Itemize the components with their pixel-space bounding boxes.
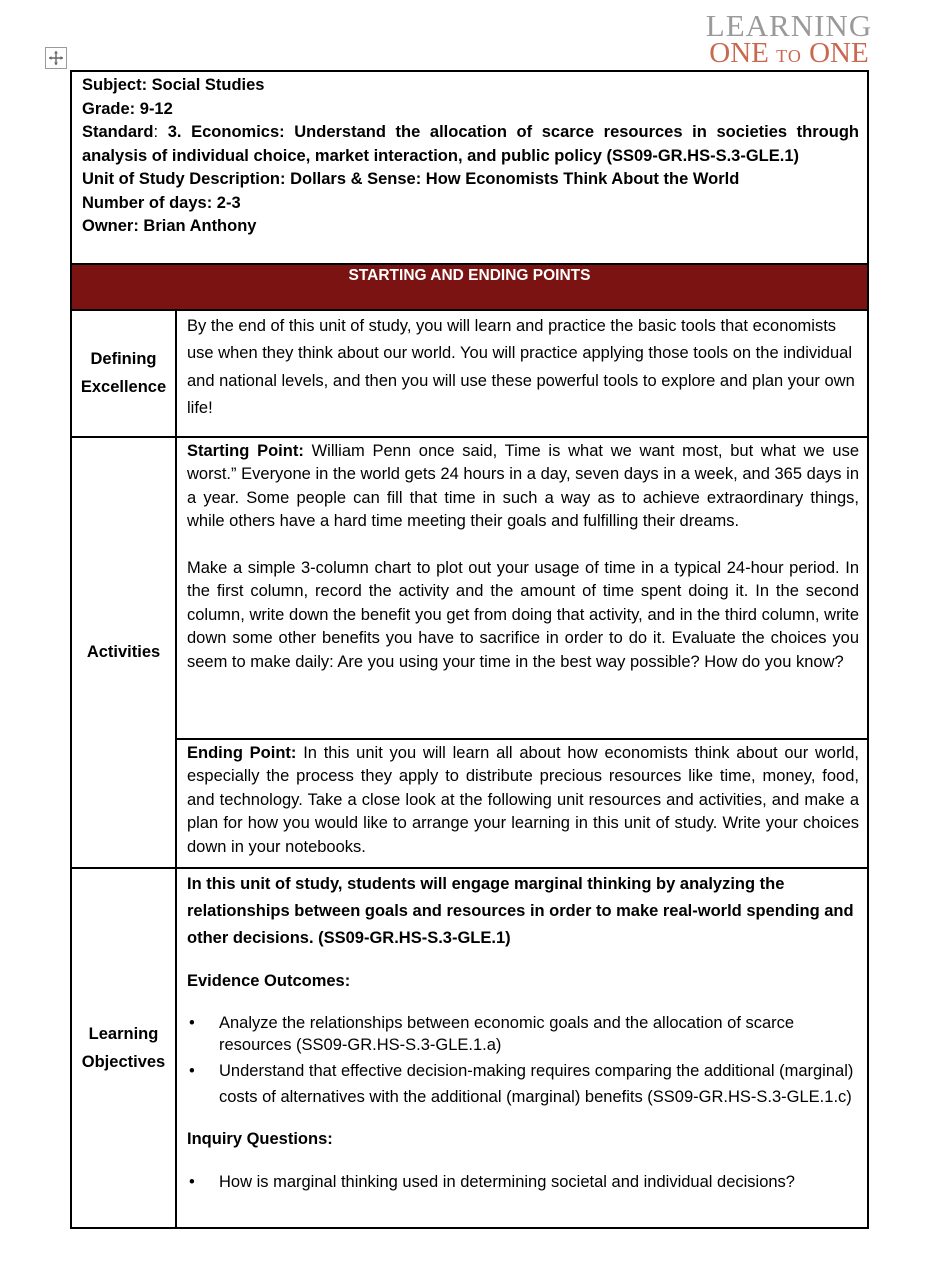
defining-excellence-text: By the end of this unit of study, you will learn and practice the basic tools that economists use when they think about our world. You will practice applying those tools on the individual and national levels, and then you will use these powerful tools to explore and plan your own life! (187, 316, 855, 417)
table-row (71, 310, 868, 437)
list-item: • Analyze the relationships between economic goals and the allocation of scarce resources (SS09-GR.HS-S.3-GLE.1.a) (219, 1012, 859, 1056)
table-row (71, 739, 868, 869)
learning-one-to-one-logo (693, 10, 885, 68)
learning-objectives-intro: In this unit of study, students will engage marginal thinking by analyzing the relationships between goals and resources in order to make real-world spending and other decisions. (SS09-GR.HS-S.3-GLE.1) (187, 875, 854, 947)
defining-excellence-label: Defining Excellence (71, 310, 176, 437)
activities-label: Activities (71, 437, 176, 869)
learning-objectives-label: Learning Objectives (71, 868, 176, 1228)
subject-line: Subject: Social Studies (82, 76, 265, 94)
defining-excellence-content (176, 310, 868, 437)
table-row (71, 868, 868, 1228)
ending-point-text: Ending Point: In this unit you will learn all about how economists think about our world, especially the process they apply to distribute precious resources like time, money, food, and technology. Take a close look at the following unit resources and activities, and make a plan for how you would like to arrange your learning in this unit of study. Write your choices down in your notebooks. (187, 743, 859, 856)
learning-objectives-content (176, 868, 868, 1228)
list-item: • Understand that effective decision-making requires comparing the additional (marginal) costs of alternatives with the additional (marginal) benefits (SS09-GR.HS-S.3-GLE.1.c) (219, 1058, 859, 1110)
inquiry-questions-list (187, 1170, 859, 1195)
table-row (71, 437, 868, 739)
chart-instructions-text: Make a simple 3-column chart to plot out your usage of time in a typical 24-hour period. In the first column, record the activity and the amount of time spent doing it. In the second column, write down the benefit you get from doing that activity, and in the third column, write down some other benefits you have to sacrifice in order to do it. Evaluate the choices you seem to make daily: Are you using your time in the best way possible? How do you know? (187, 558, 859, 671)
section-title: STARTING AND ENDING POINTS (348, 266, 591, 284)
lesson-plan-document (70, 70, 869, 1229)
inquiry-questions-heading: Inquiry Questions: (187, 1130, 333, 1148)
table-move-handle-icon[interactable] (45, 47, 67, 69)
evidence-outcomes-list (187, 1012, 859, 1110)
unit-header (70, 70, 869, 263)
list-item: • How is marginal thinking used in determining societal and individual decisions? (219, 1170, 859, 1195)
unit-description-line: Unit of Study Description: Dollars & Sense: How Economists Think About the World (82, 170, 740, 188)
unit-plan-table (70, 309, 869, 1230)
number-of-days-line: Number of days: 2-3 (82, 193, 241, 212)
grade-line: Grade: 9-12 (82, 99, 173, 118)
evidence-outcomes-heading: Evidence Outcomes: (187, 972, 351, 990)
logo-line1: LEARNING (705, 8, 873, 43)
starting-point-content (176, 437, 868, 739)
section-header-bar (70, 263, 869, 309)
owner-line: Owner: Brian Anthony (82, 217, 257, 235)
standard-line: Standard: 3. Economics: Understand the allocation of scarce resources in societies through analysis of individual choice, market interaction, and public policy (SS09-GR.HS-S.3-GLE.1) (82, 123, 859, 165)
ending-point-content (176, 739, 868, 869)
logo-line2: ONE TO ONE (709, 37, 869, 69)
starting-point-text: Starting Point: William Penn once said, Time is what we want most, but what we use worst.” Everyone in the world gets 24 hours in a day, seven days in a week, and 365 days in a year. Some people can fill that time in such a way as to achieve extraordinary things, while others have a hard time meeting their goals and fulfilling their dreams. (187, 441, 859, 530)
